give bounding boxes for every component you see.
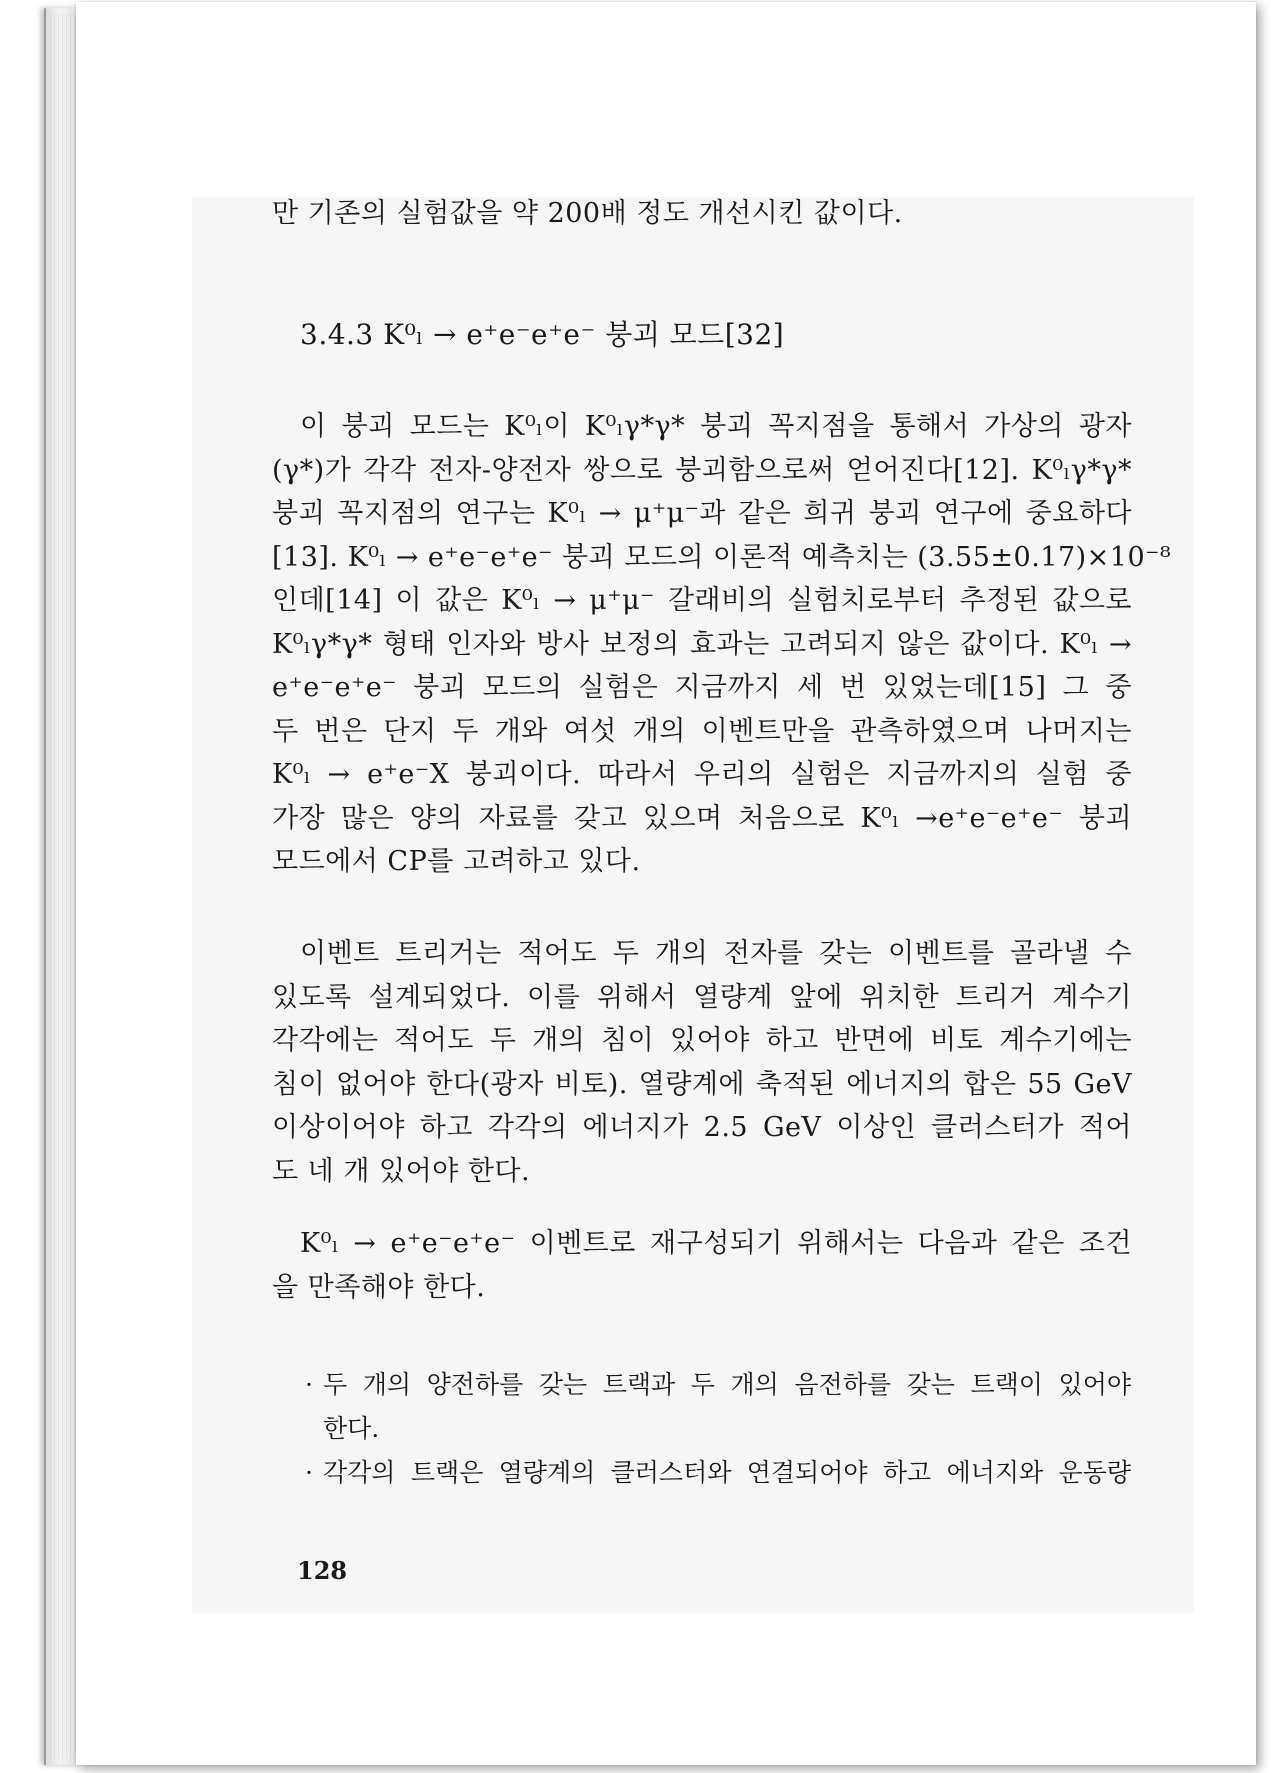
text-line: 인데[14] 이 값은 K⁰ₗ → μ⁺μ⁻ 갈래비의 실험치로부터 추정된 값으로 [272, 585, 1132, 616]
paragraph-2 [272, 932, 1132, 1193]
book-page-edge-lines [50, 14, 76, 1759]
page-number: 128 [297, 1556, 348, 1585]
top-paragraph [272, 192, 1132, 236]
text-line: 이벤트 트리거는 적어도 두 개의 전자를 갖는 이벤트를 골라낼 수 [300, 938, 1132, 969]
text-line: K⁰ₗ → e⁺e⁻e⁺e⁻ 이벤트로 재구성되기 위해서는 다음과 같은 조건 [300, 1228, 1132, 1259]
text-line: 붕괴 꼭지점의 연구는 K⁰ₗ → μ⁺μ⁻과 같은 희귀 붕괴 연구에 중요하다 [272, 498, 1132, 529]
text-line: 이 붕괴 모드는 K⁰ₗ이 K⁰ₗγ*γ* 붕괴 꼭지점을 통해서 가상의 광자 [300, 411, 1132, 442]
text-line: 이상이어야 하고 각각의 에너지가 2.5 GeV 이상인 클러스터가 적어 [272, 1112, 1132, 1143]
text-line: 두 번은 단지 두 개와 여섯 개의 이벤트만을 관측하였으며 나머지는 [272, 715, 1132, 747]
text-line: e⁺e⁻e⁺e⁻ 붕괴 모드의 실험은 지금까지 세 번 있었는데[15] 그 중 [272, 672, 1132, 703]
text-line: 각각에는 적어도 두 개의 침이 있어야 하고 반면에 비토 계수기에는 [272, 1025, 1132, 1056]
paragraph-1 [272, 405, 1172, 884]
text-line: 있도록 설계되었다. 이를 위해서 열량계 앞에 위치한 트리거 계수기 [272, 981, 1132, 1013]
text-line: 모드에서 CP를 고려하고 있다. [272, 846, 641, 877]
text-line: 을 만족해야 한다. [272, 1271, 486, 1303]
text-line: (γ*)가 각각 전자-양전자 쌍으로 붕괴함으로써 얻어진다[12]. K⁰ₗγ*γ* [272, 454, 1132, 486]
text-line: 만 기존의 실험값을 약 200배 정도 개선시킨 값이다. [272, 198, 903, 229]
text-line: 침이 없어야 한다(광자 비토). 열량계에 축적된 에너지의 합은 55 GeV [272, 1068, 1132, 1100]
text-line: K⁰ₗγ*γ* 형태 인자와 방사 보정의 효과는 고려되지 않은 값이다. K⁰ₗ → [272, 628, 1132, 660]
text-line: K⁰ₗ → e⁺e⁻X 붕괴이다. 따라서 우리의 실험은 지금까지의 실험 중 [272, 759, 1132, 790]
list-item [305, 1451, 1131, 1495]
text-line: 가장 많은 양의 자료를 갖고 있으며 처음으로 K⁰ₗ →e⁺e⁻e⁺e⁻ 붕괴 [272, 802, 1132, 834]
paragraph-3 [272, 1222, 1132, 1309]
list-item [305, 1363, 1131, 1451]
text-line: [13]. K⁰ₗ → e⁺e⁻e⁺e⁻ 붕괴 모드의 이론적 예측치는 (3.55±0.17)×10⁻⁸ [272, 541, 1172, 573]
section-heading: 3.4.3 K⁰ₗ → e⁺e⁻e⁺e⁻ 붕괴 모드[32] [300, 318, 785, 351]
text-line: · 각각의 트랙은 열량계의 클러스터와 연결되어야 하고 에너지와 운동량 [323, 1458, 1131, 1487]
condition-list [305, 1363, 1131, 1495]
text-line: · 두 개의 양전하를 갖는 트랙과 두 개의 음전하를 갖는 트랙이 있어야 [323, 1370, 1131, 1399]
text-line: 한다. [323, 1414, 380, 1443]
text-line: 도 네 개 있어야 한다. [272, 1155, 531, 1187]
